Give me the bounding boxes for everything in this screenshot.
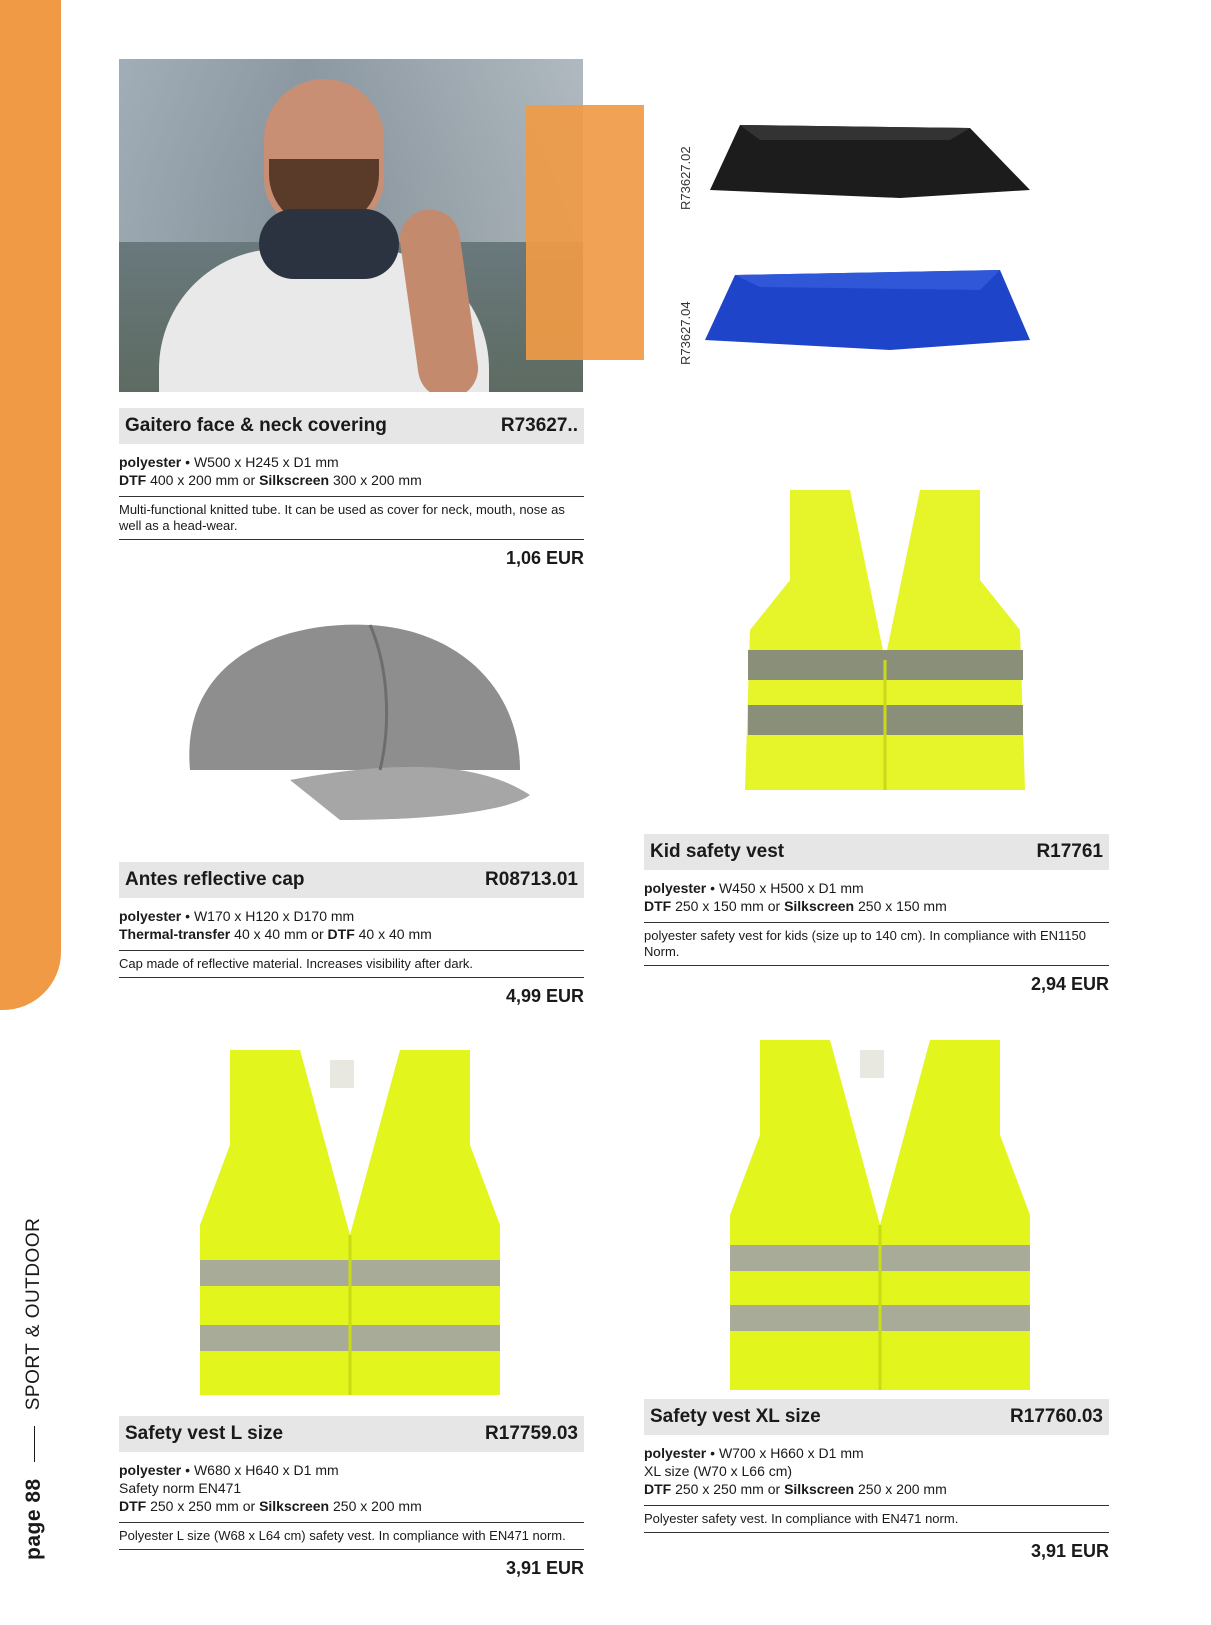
page-footer-vertical bbox=[22, 1218, 46, 1560]
material: polyester bbox=[119, 454, 182, 470]
product-name: Antes reflective cap bbox=[125, 869, 305, 890]
side-tab-accent bbox=[0, 0, 61, 1010]
extra-spec: Safety norm EN471 bbox=[119, 1480, 242, 1496]
print-method-1: DTF bbox=[644, 1481, 672, 1497]
product-code: R17761 bbox=[1036, 841, 1103, 862]
section-name: SPORT & OUTDOOR bbox=[23, 1217, 44, 1411]
vest-l-image bbox=[190, 1035, 510, 1400]
dimensions: W450 x H500 x D1 mm bbox=[718, 880, 864, 896]
dimensions: W680 x H640 x D1 mm bbox=[193, 1462, 339, 1478]
product-title-bar bbox=[119, 408, 584, 444]
dimensions: W700 x H660 x D1 mm bbox=[718, 1445, 864, 1461]
print-method-2: Silkscreen bbox=[259, 1498, 330, 1514]
material: polyester bbox=[644, 1445, 707, 1461]
reflective-cap-image bbox=[140, 580, 580, 850]
product-description: Polyester L size (W68 x L64 cm) safety vest. In compliance with EN471 norm. bbox=[119, 1522, 584, 1550]
product-title-bar bbox=[644, 834, 1109, 870]
gaiter-blue-image bbox=[700, 265, 1060, 355]
product-title-bar bbox=[644, 1399, 1109, 1435]
material: polyester bbox=[119, 908, 182, 924]
dimensions: W170 x H120 x D170 mm bbox=[193, 908, 355, 924]
print-method-1: DTF bbox=[644, 898, 672, 914]
product-title-bar bbox=[119, 862, 584, 898]
product-gaitero bbox=[119, 408, 584, 569]
dimensions: W500 x H245 x D1 mm bbox=[193, 454, 339, 470]
product-price: 2,94 EUR bbox=[1030, 974, 1109, 994]
print-size-1: 400 x 200 mm or bbox=[150, 472, 256, 488]
product-code: R73627.. bbox=[500, 415, 578, 436]
product-name: Safety vest L size bbox=[125, 1423, 284, 1444]
product-code: R17759.03 bbox=[485, 1423, 578, 1444]
print-method-2: DTF bbox=[327, 926, 355, 942]
print-method-2: Silkscreen bbox=[784, 898, 855, 914]
product-name: Gaitero face & neck covering bbox=[125, 415, 387, 436]
print-method-2: Silkscreen bbox=[784, 1481, 855, 1497]
orange-accent-block bbox=[526, 105, 644, 360]
divider bbox=[34, 1426, 35, 1462]
product-price: 1,06 EUR bbox=[505, 548, 584, 568]
print-size-1: 250 x 250 mm or bbox=[150, 1498, 256, 1514]
material: polyester bbox=[119, 1462, 182, 1478]
product-specs: polyester • W700 x H660 x D1 mm XL size (W70 x L66 cm) DTF 250 x 250 mm or Silkscreen 250 x 200 mm bbox=[644, 1444, 1109, 1498]
print-method-2: Silkscreen bbox=[259, 472, 330, 488]
product-description: Polyester safety vest. In compliance with EN471 norm. bbox=[644, 1505, 1109, 1533]
print-size-1: 40 x 40 mm or bbox=[234, 926, 324, 942]
product-vest-xl bbox=[644, 1399, 1109, 1562]
product-specs: polyester • W680 x H640 x D1 mm Safety norm EN471 DTF 250 x 250 mm or Silkscreen 250 x 200 mm bbox=[119, 1461, 584, 1515]
product-price: 4,99 EUR bbox=[505, 986, 584, 1006]
print-size-2: 300 x 200 mm bbox=[333, 472, 422, 488]
gaiter-lifestyle-photo bbox=[119, 59, 583, 392]
product-code: R17760.03 bbox=[1010, 1406, 1103, 1427]
variant-code-blue: R73627.04 bbox=[678, 301, 693, 365]
print-size-2: 250 x 200 mm bbox=[333, 1498, 422, 1514]
print-method-1: Thermal-transfer bbox=[119, 926, 231, 942]
material: polyester bbox=[644, 880, 707, 896]
product-name: Kid safety vest bbox=[650, 841, 785, 862]
gaiter-black-image bbox=[700, 120, 1060, 205]
product-price: 3,91 EUR bbox=[505, 1558, 584, 1578]
print-size-1: 250 x 250 mm or bbox=[675, 1481, 781, 1497]
product-vest-l bbox=[119, 1416, 584, 1579]
product-description: polyester safety vest for kids (size up to 140 cm). In compliance with EN1150 Norm. bbox=[644, 922, 1109, 966]
vest-xl-image bbox=[720, 1025, 1040, 1395]
product-name: Safety vest XL size bbox=[650, 1406, 821, 1427]
print-size-2: 250 x 150 mm bbox=[858, 898, 947, 914]
print-method-1: DTF bbox=[119, 472, 147, 488]
product-specs: polyester • W500 x H245 x D1 mm DTF 400 x 200 mm or Silkscreen 300 x 200 mm bbox=[119, 454, 422, 488]
print-method-1: DTF bbox=[119, 1498, 147, 1514]
page-number: page 88 bbox=[22, 1478, 45, 1560]
product-code: R08713.01 bbox=[485, 869, 578, 890]
print-size-2: 40 x 40 mm bbox=[358, 926, 432, 942]
kid-vest-image bbox=[740, 480, 1030, 800]
product-antes-cap bbox=[119, 862, 584, 1007]
product-specs: polyester • W170 x H120 x D170 mm Thermal-transfer 40 x 40 mm or DTF 40 x 40 mm bbox=[119, 908, 432, 942]
product-description: Multi-functional knitted tube. It can be used as cover for neck, mouth, nose as well as a head-wear. bbox=[119, 496, 584, 540]
extra-spec: XL size (W70 x L66 cm) bbox=[644, 1463, 793, 1479]
product-title-bar bbox=[119, 1416, 584, 1452]
product-description: Cap made of reflective material. Increases visibility after dark. bbox=[119, 950, 584, 978]
print-size-2: 250 x 200 mm bbox=[858, 1481, 947, 1497]
variant-code-black: R73627.02 bbox=[678, 146, 693, 210]
product-specs: polyester • W450 x H500 x D1 mm DTF 250 x 150 mm or Silkscreen 250 x 150 mm bbox=[644, 880, 947, 914]
product-kid-vest bbox=[644, 834, 1109, 995]
product-price: 3,91 EUR bbox=[1030, 1541, 1109, 1561]
print-size-1: 250 x 150 mm or bbox=[675, 898, 781, 914]
